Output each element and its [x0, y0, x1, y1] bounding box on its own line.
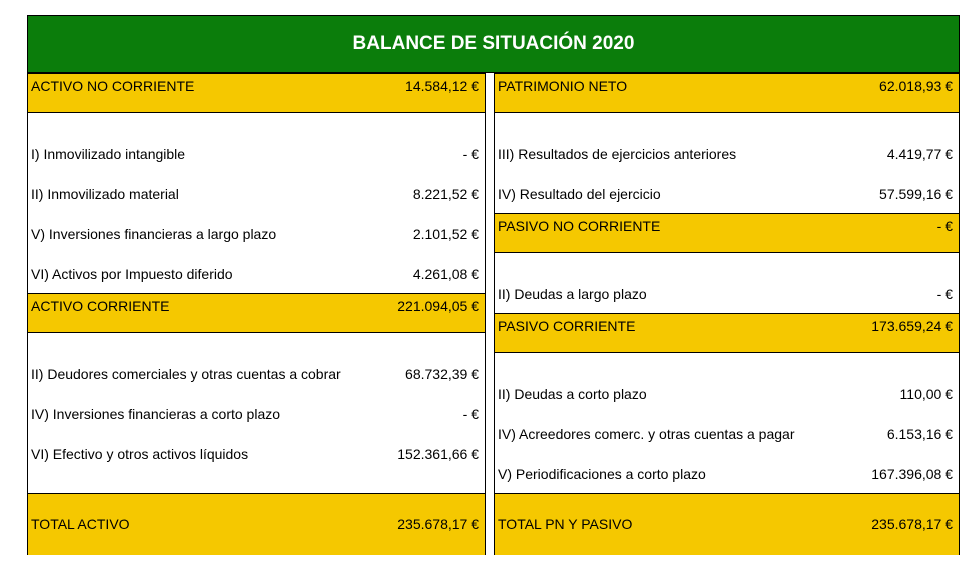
table-row: [495, 373, 959, 413]
row-value: 152.361,66 €: [397, 446, 479, 462]
table-row: [495, 273, 959, 313]
total-label: TOTAL ACTIVO: [31, 516, 130, 532]
row-label: IV) Acreedores comerc. y otras cuentas a pagar: [498, 426, 795, 442]
table-row: [28, 213, 485, 253]
row-value: - €: [462, 406, 479, 422]
row-label: I) Inmovilizado intangible: [31, 146, 186, 162]
table-row: [28, 173, 485, 213]
table-row: [28, 133, 485, 173]
row-label: III) Resultados de ejercicios anteriores: [498, 146, 737, 162]
page-title: BALANCE DE SITUACIÓN 2020: [27, 15, 960, 73]
row-value: 4.419,77 €: [886, 146, 953, 162]
row-value: 57.599,16 €: [879, 186, 953, 202]
total-pasivo-row: [495, 493, 959, 555]
table-row: [28, 433, 485, 473]
row-label: V) Inversiones financieras a largo plazo: [31, 226, 277, 242]
section-label: ACTIVO CORRIENTE: [31, 298, 170, 314]
patrimonio-neto-header: [495, 73, 959, 113]
table-row: [495, 173, 959, 213]
row-label: IV) Inversiones financieras a corto plazo: [31, 406, 281, 422]
row-value: - €: [462, 146, 479, 162]
table-row: [28, 253, 485, 293]
section-value: 62.018,93 €: [879, 78, 953, 94]
pasivo-column: [494, 73, 960, 555]
section-value: 173.659,24 €: [871, 318, 953, 334]
row-value: 167.396,08 €: [871, 466, 953, 482]
row-value: 4.261,08 €: [412, 266, 479, 282]
row-label: V) Periodificaciones a corto plazo: [498, 466, 706, 482]
row-value: 68.732,39 €: [405, 366, 479, 382]
total-activo-row: [28, 493, 485, 555]
table-row: [28, 353, 485, 393]
table-row: [495, 133, 959, 173]
table-row: [495, 413, 959, 453]
row-value: 6.153,16 €: [886, 426, 953, 442]
row-label: VI) Efectivo y otros activos líquidos: [31, 446, 249, 462]
section-label: PATRIMONIO NETO: [498, 78, 628, 94]
activo-corriente-header: [28, 293, 485, 333]
total-label: TOTAL PN Y PASIVO: [498, 516, 633, 532]
pasivo-no-corriente-header: [495, 213, 959, 253]
section-value: 14.584,12 €: [405, 78, 479, 94]
row-label: II) Inmovilizado material: [31, 186, 179, 202]
row-label: II) Deudas a largo plazo: [498, 286, 647, 302]
row-value: - €: [936, 286, 953, 302]
total-value: 235.678,17 €: [871, 516, 953, 532]
pasivo-corriente-header: [495, 313, 959, 353]
section-label: PASIVO NO CORRIENTE: [498, 218, 661, 234]
row-label: VI) Activos por Impuesto diferido: [31, 266, 233, 282]
section-value: 221.094,05 €: [397, 298, 479, 314]
row-label: II) Deudas a corto plazo: [498, 386, 647, 402]
row-value: 110,00 €: [899, 386, 953, 402]
table-row: [28, 393, 485, 433]
section-value: - €: [936, 218, 953, 234]
activo-column: [27, 73, 486, 555]
section-label: PASIVO CORRIENTE: [498, 318, 636, 334]
row-value: 2.101,52 €: [412, 226, 479, 242]
activo-no-corriente-header: [28, 73, 485, 113]
row-label: IV) Resultado del ejercicio: [498, 186, 661, 202]
row-value: 8.221,52 €: [412, 186, 479, 202]
total-value: 235.678,17 €: [397, 516, 479, 532]
section-label: ACTIVO NO CORRIENTE: [31, 78, 195, 94]
row-label: II) Deudores comerciales y otras cuentas a cobrar: [31, 366, 341, 382]
table-row: [495, 453, 959, 493]
